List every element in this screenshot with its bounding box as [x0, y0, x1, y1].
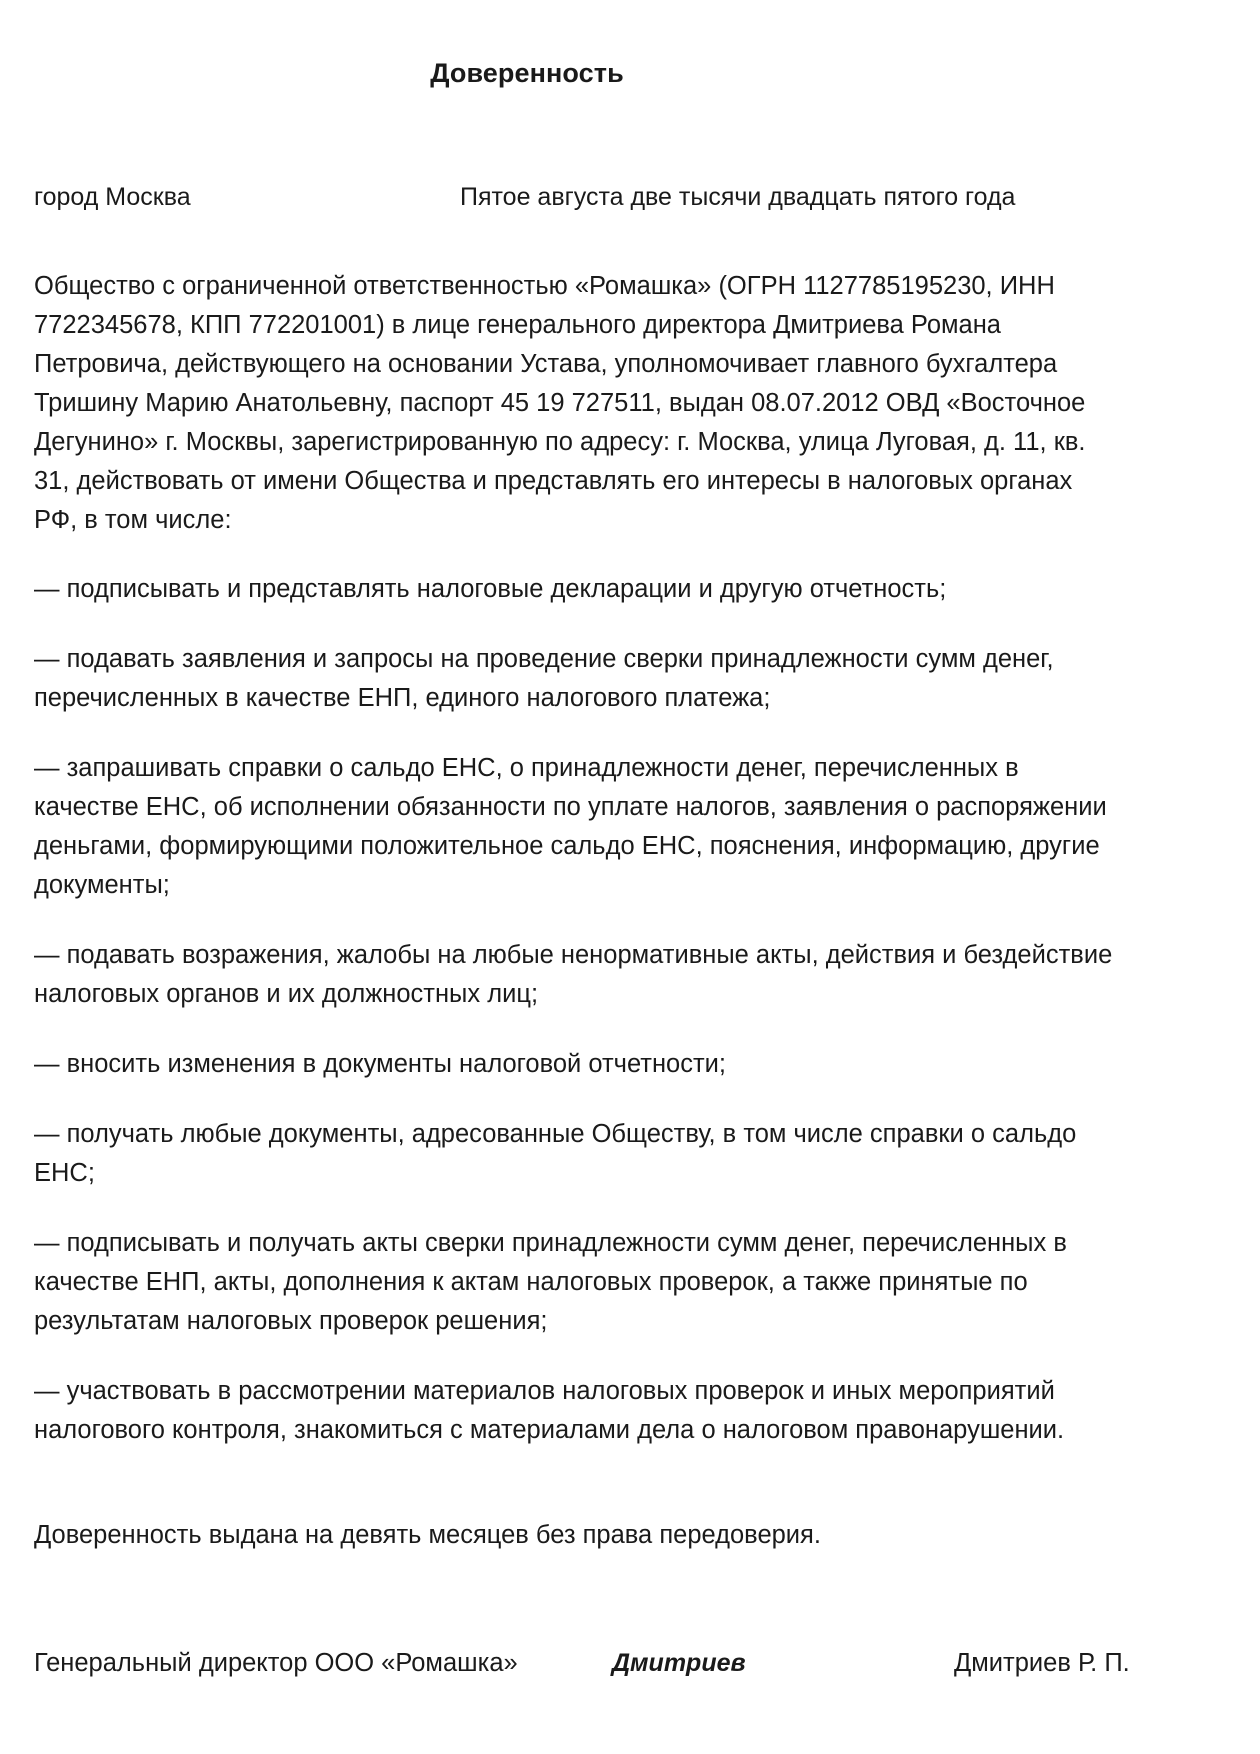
validity-statement: Доверенность выдана на девять месяцев без права передоверия.	[34, 1520, 821, 1549]
clause-item: — подавать заявления и запросы на проведение сверки принадлежности сумм денег, перечисленных в качестве ЕНП, единого налогового платежа;	[34, 644, 1054, 712]
signatory-position: Генеральный директор ООО «Ромашка»	[34, 1649, 518, 1677]
document-city: город Москва	[34, 183, 191, 211]
document-meta-row	[34, 181, 1120, 215]
preamble-paragraph: Общество с ограниченной ответственностью «Ромашка» (ОГРН 1127785195230, ИНН 7722345678, КПП 772201001) в лице генерального директора Дмитриева Романа Петровича, действующего на основании Устава, уполномочивает главного бухгалтера Тришину Марию Анатольевну, паспорт 45 19 727511, выдан 08.07.2012 ОВД «Восточное Дегунино» г. Москвы, зарегистрированную по адресу: г. Москва, улица Луговая, д. 11, кв. 31, действовать от имени Общества и представлять его интересы в налоговых органах РФ, в том числе:	[34, 271, 1086, 534]
clause-item: — участвовать в рассмотрении материалов налоговых проверок и иных мероприятий налогового контроля, знакомиться с материалами дела о налоговом правонарушении.	[34, 1376, 1065, 1444]
clause-item: — подавать возражения, жалобы на любые ненормативные акты, действия и бездействие налоговых органов и их должностных лиц;	[34, 940, 1113, 1008]
document-date: Пятое августа две тысячи двадцать пятого года	[460, 183, 1016, 211]
handwritten-signature: Дмитриев	[612, 1649, 746, 1677]
clause-list	[34, 570, 1120, 1450]
page-title: Доверенность	[430, 58, 624, 88]
clause-item: — подписывать и получать акты сверки принадлежности сумм денег, перечисленных в качестве ЕНП, акты, дополнения к актам налоговых проверок, а также принятые по результатам налоговых проверок решения;	[34, 1228, 1067, 1335]
signature-block	[34, 1646, 1130, 1682]
clause-item: — получать любые документы, адресованные Обществу, в том числе справки о сальдо ЕНС;	[34, 1119, 1077, 1187]
signatory-name: Дмитриев Р. П.	[954, 1649, 1130, 1677]
clause-item: — вносить изменения в документы налоговой отчетности;	[34, 1049, 726, 1078]
clause-item: — запрашивать справки о сальдо ЕНС, о принадлежности денег, перечисленных в качестве ЕНС, об исполнении обязанности по уплате налогов, заявления о распоряжении деньгами, формирующими положительное сальдо ЕНС, пояснения, информацию, другие документы;	[34, 753, 1107, 899]
clause-item: — подписывать и представлять налоговые декларации и другую отчетность;	[34, 574, 947, 603]
